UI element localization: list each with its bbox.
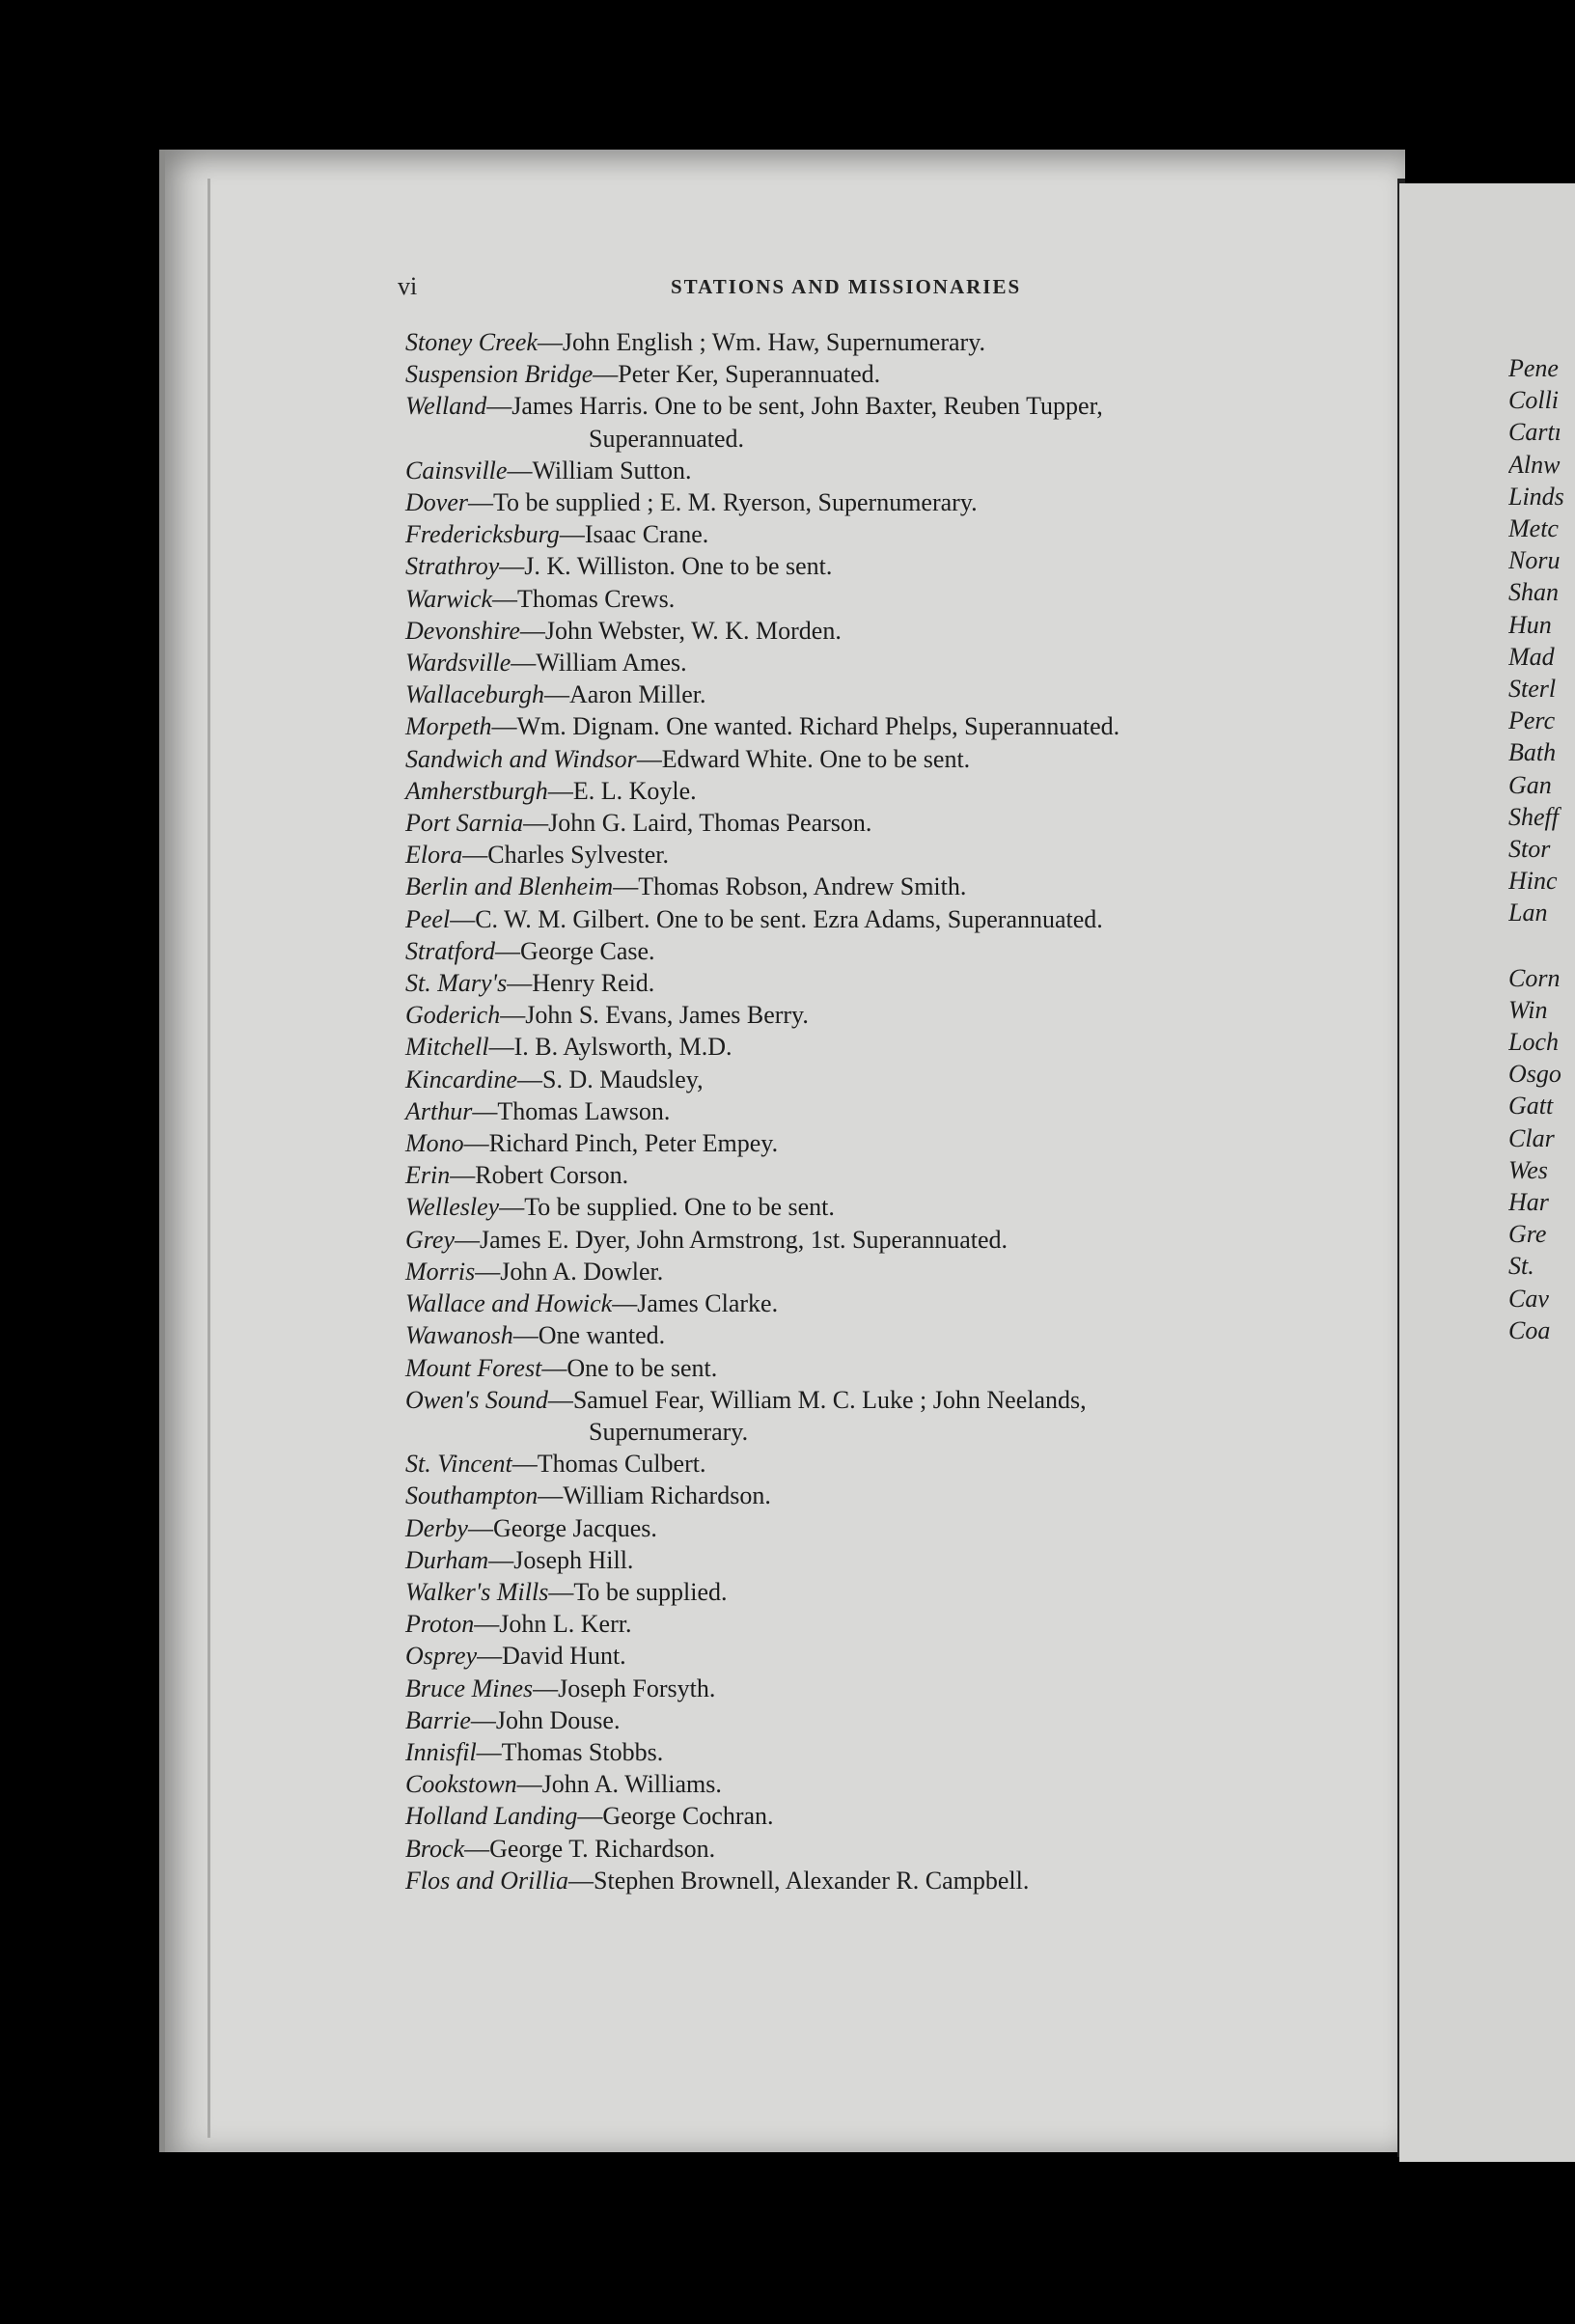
station-place: Grey [405,1225,456,1254]
station-entry [405,550,1332,582]
station-missionaries: —To be supplied. [548,1577,728,1606]
station-entry [405,1416,1332,1448]
station-missionaries: —C. W. M. Gilbert. One to be sent. Ezra Adams, Superannuated. [450,904,1103,933]
station-missionaries: —John English ; Wm. Haw, Supernumerary. [537,328,985,356]
station-place: Southampton [405,1481,539,1510]
station-place: Strathroy [405,552,500,581]
station-place: Morris [405,1257,476,1286]
station-entry [405,1191,1332,1223]
station-missionaries: —David Hunt. [477,1642,626,1671]
right-page-fragment: Har [1508,1188,1549,1217]
station-entry [405,935,1332,967]
station-place: Suspension Bridge [405,360,594,389]
right-page-fragment: Gan [1508,770,1552,799]
station-missionaries: —Stephen Brownell, Alexander R. Campbell. [568,1866,1030,1895]
page-margin-line [207,179,210,2138]
right-page-fragment: Gre [1508,1220,1547,1249]
station-missionaries: —I. B. Aylsworth, M.D. [488,1033,732,1062]
right-page-fragment: Hinc [1508,867,1558,896]
station-entry [405,1608,1332,1640]
right-page-fragment: Alnw [1508,450,1561,479]
station-entry [405,455,1332,486]
station-entry [405,390,1332,422]
station-missionaries: —One to be sent. [541,1353,718,1382]
right-page-fragment: Cav [1508,1284,1549,1313]
fragment-gap [1508,929,1575,962]
right-page-fragment: Cartı [1508,418,1561,447]
station-place: Durham [405,1545,489,1574]
station-missionaries: —James Clarke. [612,1289,779,1318]
right-page-fragment: Bath [1508,738,1557,767]
station-place: Brock [405,1834,465,1863]
station-missionaries: —William Sutton. [507,456,692,484]
station-entry [405,1480,1332,1511]
station-missionaries: —Edward White. One to be sent. [636,744,971,773]
right-page-fragment: St. [1508,1252,1534,1281]
right-page-fragment-list [1508,352,1575,1346]
station-missionaries: —Robert Corson. [450,1161,629,1190]
station-missionaries: —James Harris. One to be sent, John Baxter, Reuben Tupper, [486,392,1103,421]
station-entry [405,615,1332,647]
station-missionaries: —Henry Reid. [507,969,655,998]
station-missionaries: —John S. Evans, James Berry. [500,1001,809,1030]
station-entry [405,871,1332,902]
station-place: Proton [405,1610,475,1639]
right-page-fragment: Osgo [1508,1060,1561,1089]
station-place: Bruce Mines [405,1674,534,1702]
station-entry [405,710,1332,742]
station-entry [405,1544,1332,1576]
station-missionaries: —Joseph Hill. [488,1545,634,1574]
station-entry [405,678,1332,710]
station-missionaries: —Peter Ker, Superannuated. [593,360,881,389]
station-entry [405,583,1332,615]
station-place: Cainsville [405,456,508,484]
station-list [405,326,1332,1896]
station-entry [405,1768,1332,1800]
station-entry [405,1095,1332,1127]
right-page-fragment: Linds [1508,482,1564,511]
right-page-fragment: Mad [1508,642,1555,671]
station-missionaries: —Thomas Stobbs. [476,1737,664,1766]
station-missionaries: —Thomas Lawson. [472,1096,671,1125]
station-missionaries: —Richard Pinch, Peter Empey. [463,1129,779,1158]
station-place: Berlin and Blenheim [405,872,614,901]
station-continuation: Supernumerary. [589,1417,749,1446]
station-place: Walker's Mills [405,1577,549,1606]
station-continuation: Superannuated. [589,424,745,453]
right-page-fragment: Perc [1508,706,1556,735]
station-entry [405,1448,1332,1480]
right-page-fragment: Pene [1508,354,1559,382]
station-place: Holland Landing [405,1802,578,1831]
station-missionaries: —Charles Sylvester. [462,841,669,870]
station-place: Wawanosh [405,1321,513,1350]
station-missionaries: —James E. Dyer, John Armstrong, 1st. Superannuated. [455,1225,1009,1254]
station-entry [405,647,1332,678]
station-missionaries: —John Douse. [470,1705,621,1734]
station-missionaries: —George Cochran. [577,1802,774,1831]
right-page-fragment: Corn [1508,963,1561,992]
station-place: Elora [405,841,463,870]
station-place: Wallace and Howick [405,1289,613,1318]
station-place: Wallaceburgh [405,680,544,709]
station-place: Dover [405,488,468,517]
station-entry [405,1640,1332,1672]
station-entry [405,999,1332,1031]
station-place: Arthur [405,1096,473,1125]
station-place: Flos and Orillia [405,1866,569,1895]
station-missionaries: —William Ames. [511,649,687,678]
station-missionaries: —Wm. Dignam. One wanted. Richard Phelps, Superannuated. [491,712,1120,741]
station-entry [405,839,1332,871]
station-entry [405,1512,1332,1544]
station-missionaries: —To be supplied. One to be sent. [499,1193,835,1222]
station-place: Amherstburgh [405,776,548,805]
station-entry [405,1064,1332,1095]
station-place: Kincardine [405,1065,518,1093]
station-place: Morpeth [405,712,492,741]
right-page-fragment: Hun [1508,610,1552,639]
station-entry [405,1256,1332,1287]
right-page-fragment: Win [1508,995,1548,1024]
station-entry [405,358,1332,390]
station-entry [405,1384,1332,1416]
right-page-fragment: Metc [1508,514,1559,543]
station-entry [405,1031,1332,1063]
right-page-fragment: Wes [1508,1155,1548,1184]
station-entry [405,1833,1332,1865]
right-page-fragment: Clar [1508,1123,1555,1152]
station-place: Fredericksburg [405,520,560,549]
station-entry [405,967,1332,999]
station-place: Goderich [405,1001,501,1030]
page-number: vi [398,272,418,300]
right-page-fragment: Noru [1508,546,1561,575]
station-place: Derby [405,1513,468,1542]
station-entry [405,1704,1332,1736]
station-entry [405,518,1332,550]
station-place: Mono [405,1129,464,1158]
station-place: Sandwich and Windsor [405,744,637,773]
station-missionaries: —John A. Williams. [516,1770,722,1799]
station-place: Barrie [405,1705,471,1734]
station-missionaries: —One wanted. [512,1321,666,1350]
station-entry [405,1800,1332,1832]
station-place: Osprey [405,1642,478,1671]
station-missionaries: —Isaac Crane. [559,520,709,549]
station-missionaries: —Thomas Crews. [492,584,676,613]
right-page-fragment: Coa [1508,1315,1551,1344]
right-page-fragment: Stor [1508,835,1551,864]
station-entry [405,1127,1332,1159]
right-page-fragment: Lan [1508,899,1548,927]
station-missionaries: —George T. Richardson. [464,1834,716,1863]
right-page-fragment: Gatt [1508,1092,1554,1120]
station-place: Erin [405,1161,451,1190]
station-entry [405,1736,1332,1768]
station-place: Peel [405,904,451,933]
station-entry [405,743,1332,775]
station-missionaries: —To be supplied ; E. M. Ryerson, Supernumerary. [467,488,978,517]
station-place: Warwick [405,584,493,613]
station-place: St. Vincent [405,1450,512,1479]
right-page-fragment: Sheff [1508,802,1559,831]
station-entry [405,486,1332,518]
station-entry [405,423,1332,455]
station-missionaries: —Aaron Miller. [543,680,706,709]
right-page-fragment: Sterl [1508,675,1557,704]
station-missionaries: —J. K. Williston. One to be sent. [499,552,833,581]
station-place: Devonshire [405,616,520,645]
station-missionaries: —John G. Laird, Thomas Pearson. [523,809,872,838]
station-place: Innisfil [405,1737,477,1766]
station-place: Wellesley [405,1193,500,1222]
station-entry [405,775,1332,807]
station-place: Stoney Creek [405,328,538,356]
station-missionaries: —George Jacques. [467,1513,657,1542]
right-page-fragment: Colli [1508,386,1560,415]
station-missionaries: —William Richardson. [538,1481,771,1510]
station-place: Cookstown [405,1770,517,1799]
station-missionaries: —Thomas Culbert. [511,1450,706,1479]
station-missionaries: —E. L. Koyle. [547,776,697,805]
station-entry [405,1224,1332,1256]
station-missionaries: —Joseph Forsyth. [533,1674,716,1702]
station-missionaries: —Samuel Fear, William M. C. Luke ; John Neelands, [547,1385,1087,1414]
station-missionaries: —George Case. [494,936,655,965]
right-page-fragment: Loch [1508,1028,1559,1057]
station-entry [405,1865,1332,1896]
station-missionaries: —S. D. Maudsley, [517,1065,704,1093]
station-place: St. Mary's [405,969,508,998]
station-place: Mount Forest [405,1353,542,1382]
right-page-fragment: Shan [1508,578,1559,607]
station-entry [405,1319,1332,1351]
station-missionaries: —John Webster, W. K. Morden. [519,616,842,645]
station-missionaries: —John L. Kerr. [474,1610,632,1639]
station-entry [405,1287,1332,1319]
running-head: STATIONS AND MISSIONARIES [671,275,1022,298]
station-entry [405,1352,1332,1384]
station-entry [405,1576,1332,1608]
station-place: Owen's Sound [405,1385,548,1414]
station-entry [405,807,1332,839]
station-entry [405,1673,1332,1704]
station-entry [405,1159,1332,1191]
station-place: Welland [405,392,487,421]
station-place: Port Sarnia [405,809,524,838]
station-missionaries: —Thomas Robson, Andrew Smith. [613,872,967,901]
station-entry [405,326,1332,358]
station-place: Mitchell [405,1033,489,1062]
station-missionaries: —John A. Dowler. [475,1257,664,1286]
station-place: Stratford [405,936,495,965]
station-place: Wardsville [405,649,511,678]
station-entry [405,903,1332,935]
